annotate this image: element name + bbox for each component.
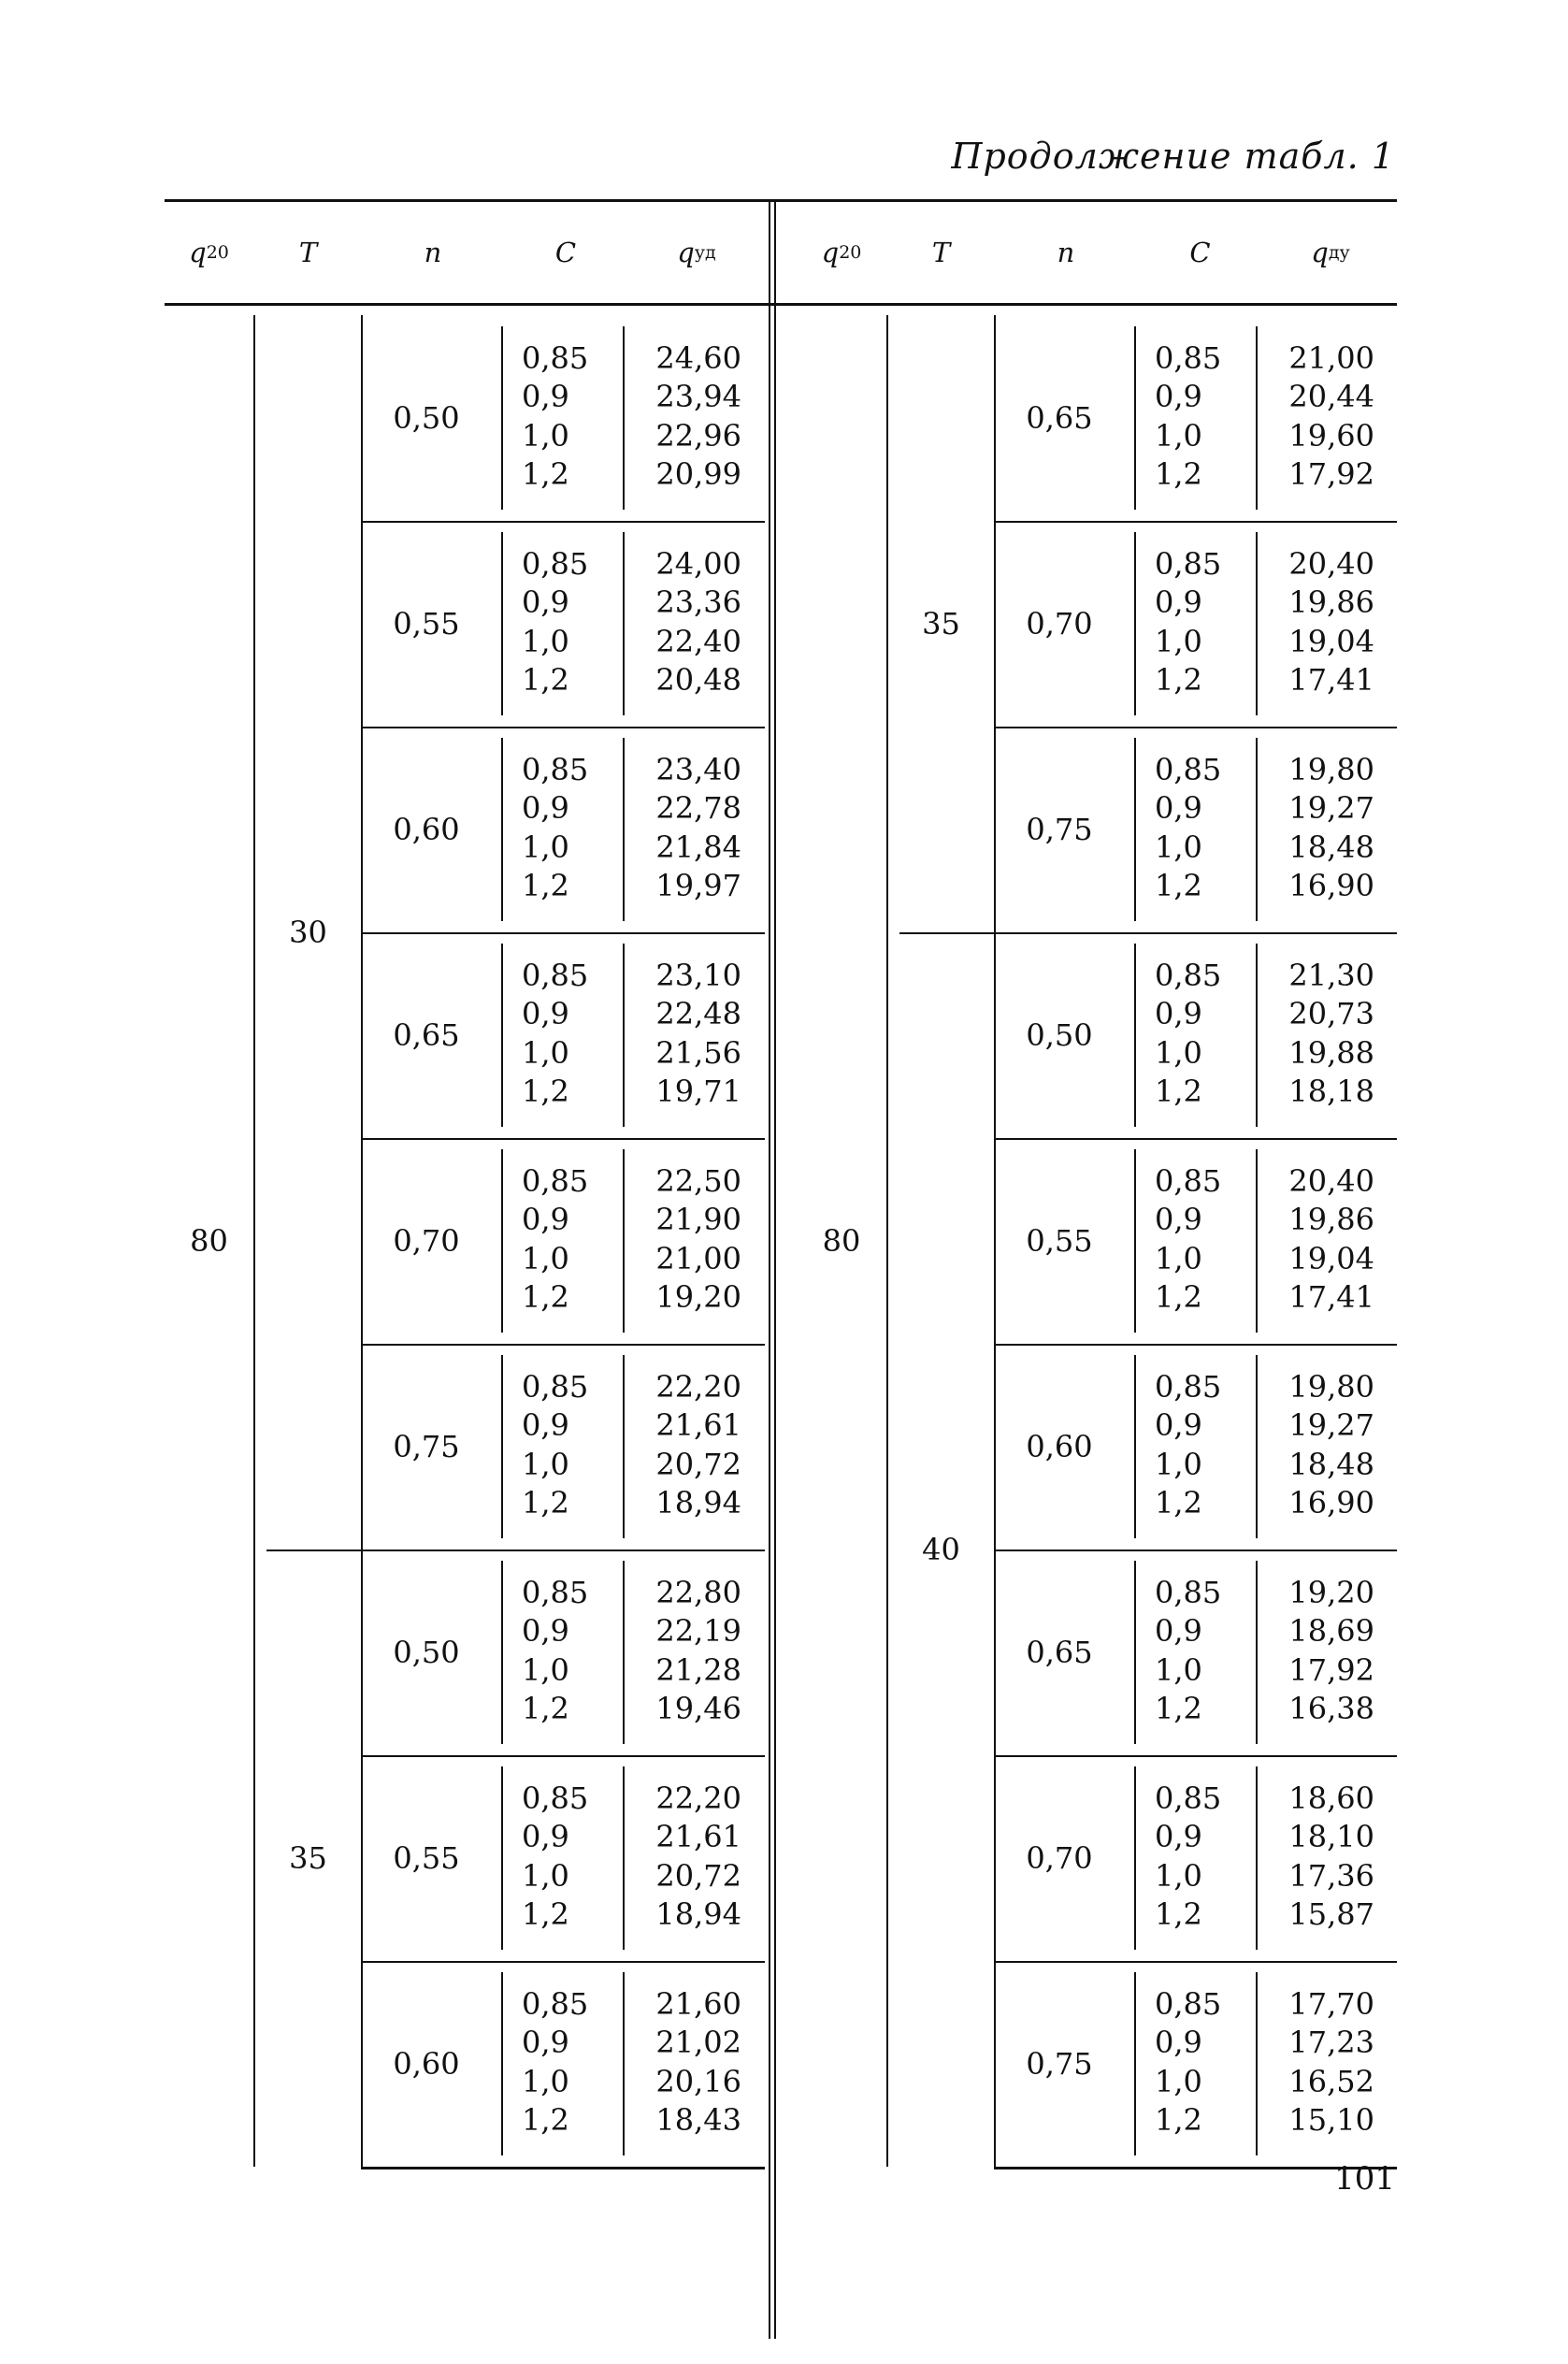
q-value: 22,78 bbox=[655, 790, 741, 827]
c-values bbox=[1134, 341, 1246, 491]
q-value: 21,61 bbox=[655, 1407, 741, 1444]
c-value: 1,0 bbox=[1155, 2063, 1202, 2099]
c-q-rule bbox=[1256, 326, 1258, 510]
c-value: 0,85 bbox=[522, 1163, 589, 1199]
c-value: 1,2 bbox=[522, 661, 569, 698]
n-value: 0,60 bbox=[393, 812, 460, 847]
c-q-rule bbox=[1256, 1561, 1258, 1744]
n-value: 0,55 bbox=[393, 1840, 460, 1876]
q-value: 16,90 bbox=[1288, 1484, 1374, 1521]
left-t-value: 30 bbox=[289, 915, 327, 950]
q-value: 20,16 bbox=[655, 2063, 741, 2099]
c-value: 0,9 bbox=[1155, 379, 1202, 415]
c-q-rule bbox=[623, 1561, 625, 1744]
c-value: 1,0 bbox=[1155, 623, 1202, 659]
c-value: 1,0 bbox=[1155, 1034, 1202, 1071]
q-value: 17,36 bbox=[1288, 1857, 1374, 1894]
q-value: 23,10 bbox=[655, 958, 741, 993]
left-row-group bbox=[361, 1138, 765, 1344]
c-value: 1,2 bbox=[1155, 1690, 1202, 1726]
q-value: 17,92 bbox=[1288, 1651, 1374, 1688]
c-q-rule bbox=[1256, 1149, 1258, 1333]
c-value: 0,9 bbox=[522, 1819, 569, 1855]
c-value: 1,2 bbox=[522, 2101, 569, 2138]
c-values bbox=[501, 1370, 613, 1520]
right-t-value: 40 bbox=[922, 1532, 960, 1567]
c-values bbox=[1134, 753, 1246, 902]
q-values bbox=[626, 1576, 747, 1725]
c-value: 1,2 bbox=[1155, 1278, 1202, 1315]
c-values bbox=[501, 1781, 613, 1931]
c-value: 0,9 bbox=[522, 790, 569, 827]
right-row-group bbox=[994, 1961, 1397, 2167]
left-row-group bbox=[361, 1755, 765, 1961]
table-left-half bbox=[165, 315, 765, 2335]
c-value: 0,85 bbox=[522, 958, 589, 993]
c-value: 0,85 bbox=[1155, 340, 1222, 376]
c-values bbox=[1134, 1370, 1246, 1520]
q-value: 15,87 bbox=[1288, 1896, 1374, 1932]
q-value: 19,97 bbox=[655, 867, 741, 903]
c-value: 0,85 bbox=[522, 1780, 589, 1816]
q-value: 20,72 bbox=[655, 1446, 741, 1482]
header-c-right: C bbox=[1189, 237, 1211, 268]
q-value: 22,20 bbox=[655, 1369, 741, 1405]
c-value: 1,2 bbox=[522, 1484, 569, 1521]
c-value: 0,85 bbox=[1155, 546, 1222, 582]
q-value: 19,71 bbox=[655, 1073, 741, 1109]
q-values bbox=[626, 1164, 747, 1314]
q-value: 17,41 bbox=[1288, 1278, 1374, 1315]
c-q-rule bbox=[1256, 1355, 1258, 1538]
header-q-left: q уд bbox=[677, 237, 716, 268]
q-value: 17,70 bbox=[1288, 1986, 1374, 2022]
c-values bbox=[501, 341, 613, 491]
c-q-rule bbox=[1256, 944, 1258, 1127]
q-values bbox=[1259, 1164, 1380, 1314]
c-value: 0,85 bbox=[522, 1369, 589, 1405]
c-q-rule bbox=[623, 1972, 625, 2155]
c-value: 0,9 bbox=[522, 996, 569, 1032]
right-row-group bbox=[994, 521, 1397, 727]
q-value: 24,60 bbox=[655, 340, 741, 376]
n-value: 0,50 bbox=[393, 400, 460, 436]
c-values bbox=[501, 547, 613, 697]
q-values bbox=[1259, 1370, 1380, 1520]
c-value: 0,85 bbox=[522, 1986, 589, 2022]
c-value: 1,0 bbox=[1155, 1240, 1202, 1276]
left-row-group bbox=[361, 521, 765, 727]
q-value: 19,60 bbox=[1288, 417, 1374, 454]
q-value: 21,60 bbox=[655, 1986, 741, 2022]
c-q-rule bbox=[1256, 738, 1258, 921]
c-value: 1,0 bbox=[522, 829, 569, 865]
c-value: 1,2 bbox=[1155, 867, 1202, 903]
c-values bbox=[1134, 1987, 1246, 2137]
q-value: 18,10 bbox=[1288, 1819, 1374, 1855]
left-q20-value: 80 bbox=[190, 1223, 228, 1259]
right-q20-value: 80 bbox=[822, 1223, 861, 1259]
c-value: 1,0 bbox=[522, 623, 569, 659]
q-values bbox=[626, 547, 747, 697]
q-value: 19,20 bbox=[655, 1278, 741, 1315]
q-value: 18,94 bbox=[655, 1896, 741, 1932]
q-value: 19,04 bbox=[1288, 623, 1374, 659]
left-row-rule bbox=[361, 2167, 765, 2169]
n-value: 0,55 bbox=[393, 606, 460, 641]
c-value: 1,0 bbox=[522, 1857, 569, 1894]
c-values bbox=[501, 1576, 613, 1725]
q-value: 19,88 bbox=[1288, 1034, 1374, 1071]
c-value: 0,9 bbox=[1155, 2025, 1202, 2061]
c-value: 1,2 bbox=[522, 455, 569, 492]
c-value: 1,2 bbox=[1155, 455, 1202, 492]
q-value: 20,44 bbox=[1288, 379, 1374, 415]
n-value: 0,65 bbox=[393, 1017, 460, 1053]
q-value: 15,10 bbox=[1288, 2101, 1374, 2138]
q-value: 18,69 bbox=[1288, 1613, 1374, 1650]
c-value: 0,9 bbox=[1155, 1202, 1202, 1238]
q-value: 23,40 bbox=[655, 752, 741, 787]
n-value: 0,60 bbox=[393, 2046, 460, 2082]
q-value: 21,90 bbox=[655, 1202, 741, 1238]
c-value: 1,0 bbox=[522, 1034, 569, 1071]
n-value: 0,75 bbox=[1026, 2046, 1093, 2082]
header-n-left: n bbox=[424, 237, 442, 268]
c-value: 1,0 bbox=[1155, 829, 1202, 865]
q-value: 19,27 bbox=[1288, 1407, 1374, 1444]
q-values bbox=[1259, 1576, 1380, 1725]
q-value: 19,80 bbox=[1288, 1369, 1374, 1405]
q-values bbox=[626, 1987, 747, 2137]
c-value: 1,0 bbox=[522, 2063, 569, 2099]
left-row-group bbox=[361, 1550, 765, 1755]
c-value: 1,2 bbox=[522, 1896, 569, 1932]
right-row-group bbox=[994, 1755, 1397, 1961]
q-values bbox=[626, 753, 747, 902]
c-value: 1,0 bbox=[522, 1446, 569, 1482]
q-value: 22,19 bbox=[655, 1613, 741, 1650]
right-t-value: 35 bbox=[922, 606, 960, 641]
c-value: 0,85 bbox=[522, 340, 589, 376]
n-value: 0,75 bbox=[1026, 812, 1093, 847]
c-q-rule bbox=[623, 944, 625, 1127]
q-value: 21,00 bbox=[655, 1240, 741, 1276]
q-value: 22,40 bbox=[655, 623, 741, 659]
q-value: 21,00 bbox=[1288, 340, 1374, 376]
header-n-right: n bbox=[1057, 237, 1075, 268]
c-value: 1,2 bbox=[1155, 1073, 1202, 1109]
q-value: 22,20 bbox=[655, 1780, 741, 1816]
c-q-rule bbox=[623, 1766, 625, 1950]
q-value: 23,36 bbox=[655, 584, 741, 621]
c-q-rule bbox=[1256, 1972, 1258, 2155]
q-values bbox=[1259, 1987, 1380, 2137]
c-value: 0,85 bbox=[1155, 752, 1222, 787]
c-value: 0,9 bbox=[522, 1202, 569, 1238]
q-value: 22,96 bbox=[655, 417, 741, 454]
c-value: 0,85 bbox=[1155, 1780, 1222, 1816]
q-value: 17,41 bbox=[1288, 661, 1374, 698]
q-value: 19,80 bbox=[1288, 752, 1374, 787]
table-middle-rule-2 bbox=[774, 202, 776, 2339]
right-row-group bbox=[994, 1138, 1397, 1344]
q-value: 24,00 bbox=[655, 546, 741, 582]
q-values bbox=[1259, 547, 1380, 697]
left-row-group bbox=[361, 1961, 765, 2167]
header-q20-right: q 20 bbox=[821, 237, 862, 268]
c-value: 0,85 bbox=[1155, 1163, 1222, 1199]
c-q-rule bbox=[1256, 532, 1258, 715]
c-value: 0,9 bbox=[522, 1613, 569, 1650]
right-row-group bbox=[994, 315, 1397, 521]
table-right-half bbox=[797, 315, 1397, 2335]
q-value: 19,04 bbox=[1288, 1240, 1374, 1276]
c-q-rule bbox=[1256, 1766, 1258, 1950]
c-q-rule bbox=[623, 1149, 625, 1333]
c-values bbox=[1134, 959, 1246, 1108]
c-value: 1,0 bbox=[522, 417, 569, 454]
c-value: 1,2 bbox=[1155, 661, 1202, 698]
q-value: 16,52 bbox=[1288, 2063, 1374, 2099]
left-t-value: 35 bbox=[289, 1840, 327, 1876]
c-value: 0,9 bbox=[522, 1407, 569, 1444]
c-value: 1,2 bbox=[522, 867, 569, 903]
q-value: 21,30 bbox=[1288, 958, 1374, 993]
q-value: 21,02 bbox=[655, 2025, 741, 2061]
c-values bbox=[1134, 547, 1246, 697]
c-values bbox=[1134, 1164, 1246, 1314]
q-values bbox=[1259, 341, 1380, 491]
c-value: 1,0 bbox=[1155, 417, 1202, 454]
q-value: 20,48 bbox=[655, 661, 741, 698]
q-value: 18,60 bbox=[1288, 1780, 1374, 1816]
c-value: 0,9 bbox=[1155, 1613, 1202, 1650]
c-value: 0,9 bbox=[522, 379, 569, 415]
q-value: 19,20 bbox=[1288, 1575, 1374, 1610]
q-value: 21,28 bbox=[655, 1651, 741, 1688]
q-value: 18,94 bbox=[655, 1484, 741, 1521]
n-value: 0,70 bbox=[393, 1223, 460, 1259]
q-value: 20,72 bbox=[655, 1857, 741, 1894]
page-title: Продолжение табл. 1 bbox=[951, 136, 1395, 177]
n-value: 0,50 bbox=[393, 1635, 460, 1670]
left-row-group bbox=[361, 727, 765, 932]
c-value: 0,85 bbox=[1155, 1575, 1222, 1610]
n-value: 0,75 bbox=[393, 1429, 460, 1464]
header-c-left: C bbox=[554, 237, 577, 268]
c-value: 0,9 bbox=[522, 584, 569, 621]
right-row-group bbox=[994, 1344, 1397, 1550]
c-values bbox=[501, 753, 613, 902]
n-value: 0,70 bbox=[1026, 606, 1093, 641]
table-header-rule bbox=[165, 303, 1397, 306]
c-value: 0,9 bbox=[1155, 790, 1202, 827]
c-value: 1,0 bbox=[522, 1651, 569, 1688]
q-value: 20,40 bbox=[1288, 546, 1374, 582]
c-value: 1,2 bbox=[1155, 1896, 1202, 1932]
c-value: 0,85 bbox=[522, 1575, 589, 1610]
c-value: 1,0 bbox=[522, 1240, 569, 1276]
c-value: 0,9 bbox=[1155, 996, 1202, 1032]
c-value: 0,85 bbox=[1155, 1369, 1222, 1405]
q-value: 17,23 bbox=[1288, 2025, 1374, 2061]
q-value: 18,43 bbox=[655, 2101, 741, 2138]
c-value: 1,2 bbox=[1155, 1484, 1202, 1521]
q-value: 21,56 bbox=[655, 1034, 741, 1071]
c-value: 1,0 bbox=[1155, 1446, 1202, 1482]
c-value: 0,85 bbox=[1155, 958, 1222, 993]
table-middle-rule-1 bbox=[769, 202, 770, 2339]
c-value: 0,85 bbox=[522, 752, 589, 787]
q-values bbox=[1259, 959, 1380, 1108]
c-value: 1,2 bbox=[1155, 2101, 1202, 2138]
q-value: 22,48 bbox=[655, 996, 741, 1032]
c-q-rule bbox=[623, 738, 625, 921]
c-values bbox=[1134, 1576, 1246, 1725]
header-q-right: q ду bbox=[1311, 237, 1350, 268]
q-value: 19,86 bbox=[1288, 1202, 1374, 1238]
c-value: 0,9 bbox=[1155, 1407, 1202, 1444]
n-value: 0,70 bbox=[1026, 1840, 1093, 1876]
c-value: 1,2 bbox=[522, 1073, 569, 1109]
page-number: 101 bbox=[1334, 2160, 1395, 2198]
q-value: 21,61 bbox=[655, 1819, 741, 1855]
right-row-group bbox=[994, 727, 1397, 932]
n-value: 0,60 bbox=[1026, 1429, 1093, 1464]
c-value: 0,85 bbox=[522, 546, 589, 582]
q-value: 16,90 bbox=[1288, 867, 1374, 903]
q-value: 18,48 bbox=[1288, 829, 1374, 865]
c-values bbox=[501, 1987, 613, 2137]
q-value: 19,46 bbox=[655, 1690, 741, 1726]
q-values bbox=[626, 959, 747, 1108]
q-value: 19,27 bbox=[1288, 790, 1374, 827]
q-value: 19,86 bbox=[1288, 584, 1374, 621]
c-value: 1,2 bbox=[522, 1690, 569, 1726]
c-values bbox=[501, 1164, 613, 1314]
q-values bbox=[626, 1781, 747, 1931]
left-row-group bbox=[361, 932, 765, 1138]
c-value: 0,9 bbox=[1155, 1819, 1202, 1855]
c-value: 1,2 bbox=[522, 1278, 569, 1315]
q-value: 18,48 bbox=[1288, 1446, 1374, 1482]
c-q-rule bbox=[623, 326, 625, 510]
q-value: 21,84 bbox=[655, 829, 741, 865]
c-value: 0,9 bbox=[522, 2025, 569, 2061]
c-values bbox=[501, 959, 613, 1108]
q-values bbox=[1259, 753, 1380, 902]
header-t-left: T bbox=[298, 237, 318, 268]
right-row-group bbox=[994, 1550, 1397, 1755]
c-value: 0,9 bbox=[1155, 584, 1202, 621]
q-values bbox=[1259, 1781, 1380, 1931]
n-value: 0,65 bbox=[1026, 400, 1093, 436]
q-value: 18,18 bbox=[1288, 1073, 1374, 1109]
c-value: 0,85 bbox=[1155, 1986, 1222, 2022]
q-value: 17,92 bbox=[1288, 455, 1374, 492]
c-values bbox=[1134, 1781, 1246, 1931]
q-value: 22,50 bbox=[655, 1163, 741, 1199]
q-value: 20,73 bbox=[1288, 996, 1374, 1032]
q-value: 20,99 bbox=[655, 455, 741, 492]
q-value: 23,94 bbox=[655, 379, 741, 415]
n-value: 0,65 bbox=[1026, 1635, 1093, 1670]
c-value: 1,0 bbox=[1155, 1857, 1202, 1894]
table-header-row bbox=[165, 202, 1397, 303]
c-q-rule bbox=[623, 1355, 625, 1538]
q-value: 20,40 bbox=[1288, 1163, 1374, 1199]
header-t-right: T bbox=[931, 237, 951, 268]
right-row-group bbox=[994, 932, 1397, 1138]
left-row-group bbox=[361, 315, 765, 521]
q-values bbox=[626, 341, 747, 491]
q-values bbox=[626, 1370, 747, 1520]
q-value: 22,80 bbox=[655, 1575, 741, 1610]
n-value: 0,50 bbox=[1026, 1017, 1093, 1053]
header-q20-left: q 20 bbox=[189, 237, 229, 268]
q-value: 16,38 bbox=[1288, 1690, 1374, 1726]
c-q-rule bbox=[623, 532, 625, 715]
c-value: 1,0 bbox=[1155, 1651, 1202, 1688]
n-value: 0,55 bbox=[1026, 1223, 1093, 1259]
left-row-group bbox=[361, 1344, 765, 1550]
